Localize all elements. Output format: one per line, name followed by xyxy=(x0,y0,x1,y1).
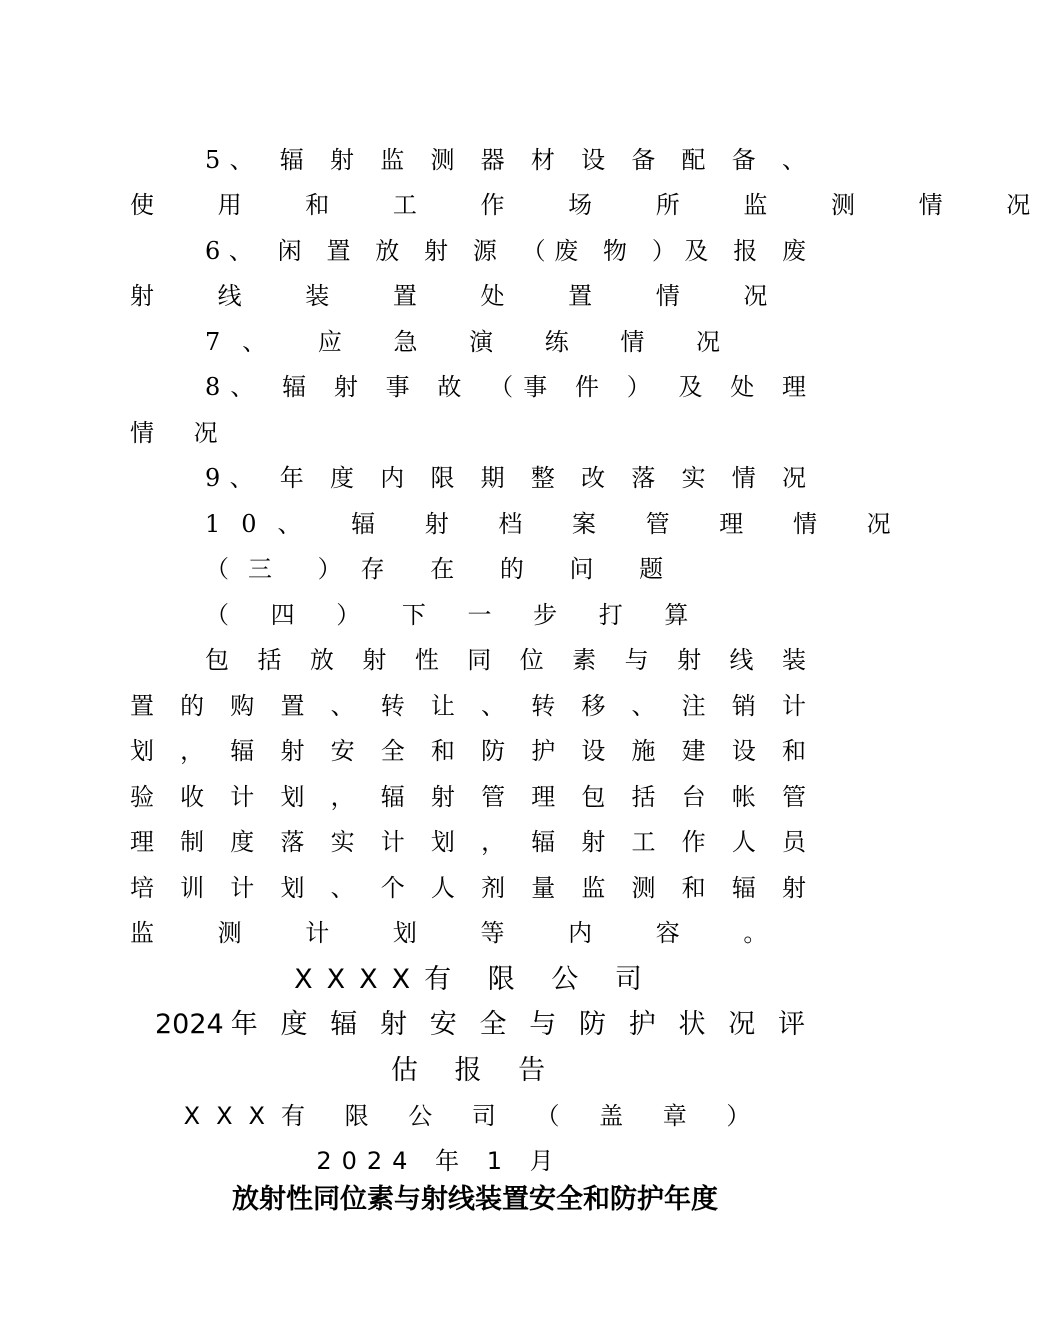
body-line-14: 划 ， 辐 射 安 全 和 防 护 设 施 建 设 和 xyxy=(130,737,806,765)
body-line-9: 10、 辐 射 档 案 管 理 情 况 xyxy=(205,510,912,538)
body-line-17: 培 训 计 划 、 个 人 剂 量 监 测 和 辐 射 xyxy=(130,874,806,902)
body-line-10: （三 ）存 在 的 问 题 xyxy=(205,555,683,583)
body-line-16: 理 制 度 落 实 计 划 ， 辐 射 工 作 人 员 xyxy=(130,828,806,856)
report-date: 2024 年 1 月 xyxy=(316,1147,564,1175)
body-line-11: （ 四 ） 下 一 步 打 算 xyxy=(205,601,706,629)
body-line-7: 情 况 xyxy=(130,419,234,447)
body-line-3: 6、 闲 置 放 射 源 （废 物 ）及 报 废 xyxy=(205,237,806,265)
report-title-line-2: 估 报 告 xyxy=(390,1055,560,1086)
body-line-6: 8、 辐 射 事 故 （事 件 ） 及 处 理 xyxy=(205,373,806,401)
body-line-1: 5、 辐 射 监 测 器 材 设 备 配 备 、 xyxy=(205,146,806,174)
body-line-4: 射 线 装 置 处 置 情 况 xyxy=(130,282,796,310)
report-title-line-1: 2024年 度 辐 射 安 全 与 防 护 状 况 评 xyxy=(155,1009,805,1040)
body-line-2: 使 用 和 工 作 场 所 监 测 情 况 xyxy=(130,191,1058,219)
body-line-8: 9、 年 度 内 限 期 整 改 落 实 情 况 xyxy=(205,464,806,492)
company-title: XXXX有 限 公 司 xyxy=(294,964,656,995)
body-line-18: 监 测 计 划 等 内 容 。 xyxy=(130,919,796,947)
body-line-13: 置 的 购 置 、 转 让 、 转 移 、 注 销 计 xyxy=(130,692,806,720)
body-line-12: 包 括 放 射 性 同 位 素 与 射 线 装 xyxy=(205,646,806,674)
next-section-title: 放射性同位素与射线装置安全和防护年度 xyxy=(232,1184,718,1215)
company-seal-line: XXX有 限 公 司 （ 盖 章 ） xyxy=(183,1102,767,1130)
body-line-15: 验 收 计 划 ， 辐 射 管 理 包 括 台 帐 管 xyxy=(130,783,806,811)
body-line-5: 7、 应 急 演 练 情 况 xyxy=(205,328,743,356)
